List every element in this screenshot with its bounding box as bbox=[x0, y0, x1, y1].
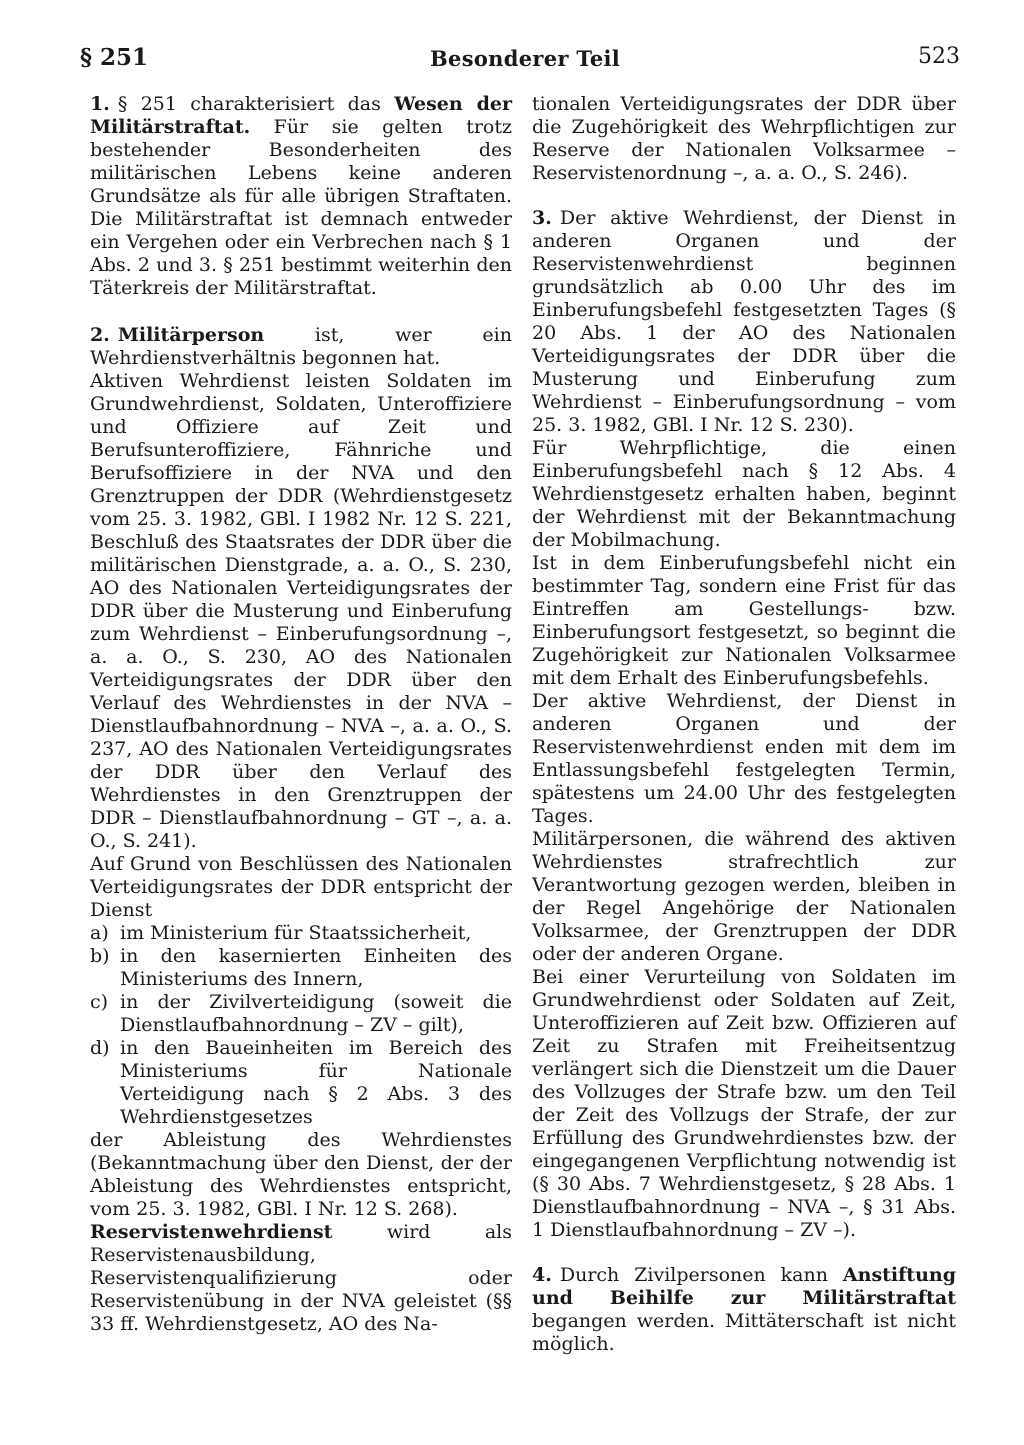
paragraph-text-block: Der aktive Wehrdienst, der Dienst in anderen Organen und der Reservistenwehrdienst enden mit dem im Entlassungsbefehl festgelegten Termin, spätestens um 24.00 Uhr des festgelegten Tages. bbox=[532, 690, 956, 827]
list-marker: c) bbox=[90, 991, 109, 1013]
paragraph-text-block: Auf Grund von Beschlüssen des Nationalen Verteidigungsrates der DDR entspricht der Dienst bbox=[90, 853, 512, 921]
page-header bbox=[80, 44, 960, 80]
paragraph-text-block: Für Wehrpflichtige, die einen Einberufungsbefehl nach § 12 Abs. 4 Wehrdienstgesetz erhalten haben, beginnt der Wehrdienst mit der Bekanntmachung der Mobilmachung. bbox=[532, 437, 956, 551]
paragraph-text: ist, wer ein Wehrdienstverhältnis begonnen hat. bbox=[90, 324, 512, 369]
paragraph-number: 4. bbox=[532, 1264, 552, 1286]
list-text: in der Zivilverteidigung (soweit die Dienstlaufbahnordnung – ZV – gilt), bbox=[120, 991, 512, 1036]
bold-term: Militärperson bbox=[117, 324, 265, 346]
paragraph-2 bbox=[90, 324, 512, 370]
paragraph-text: Durch Zivilpersonen kann bbox=[559, 1264, 843, 1286]
list-item bbox=[90, 922, 512, 945]
paragraph-reservist bbox=[90, 1221, 512, 1336]
paragraph-text-block: der Ableistung des Wehrdienstes (Bekanntmachung über den Dienst, der der Ableistung des Wehrdienstes entspricht, vom 25. 3. 1982, GBl. I Nr. 12 S. 268). bbox=[90, 1129, 512, 1220]
paragraph-text: Der aktive Wehrdienst, der Dienst in anderen Organen und der Reservistenwehrdienst beginnen grundsätzlich ab 0.00 Uhr des im Einberufungsbefehl festgesetzten Tages (§ 20 Abs. 1 der AO des Nationalen Verteidigungsrates der DDR über die Musterung und Einberufung zum Wehrdienst – Einberufungsordnung – vom 25. 3. 1982, GBl. I Nr. 12 S. 230). bbox=[532, 207, 956, 436]
paragraph-number: 3. bbox=[532, 207, 552, 229]
right-column bbox=[532, 93, 956, 1356]
list-text: in den kasernierten Einheiten des Ministeriums des Innern, bbox=[120, 945, 512, 990]
list-item bbox=[90, 945, 512, 991]
paragraph-text-block: tionalen Verteidigungsrates der DDR über die Zugehörigkeit des Wehrpflichtigen zur Reserve der Nationalen Volksarmee – Reservistenordnung –, a. a. O., S. 246). bbox=[532, 93, 956, 184]
list-marker: b) bbox=[90, 945, 110, 967]
paragraph-text-block: Aktiven Wehrdienst leisten Soldaten im Grundwehrdienst, Soldaten, Unteroffiziere und Offiziere auf Zeit und Berufsunteroffiziere, Fähnriche und Berufsoffiziere in der NVA und den Grenztruppen der DDR (Wehrdienstgesetz vom 25. 3. 1982, GBl. I 1982 Nr. 12 S. 221, Beschluß des Staatsrates der DDR über die militärischen Dienstgrade, a. a. O., S. 230, AO des Nationalen Verteidigungsrates der DDR über die Musterung und Einberufung zum Wehrdienst – Einberufungsordnung –, a. a. O., S. 230, AO des Nationalen Verteidigungsrates der DDR über den Verlauf des Wehrdienstes in der NVA – Dienstlaufbahnordnung – NVA –, a. a. O., S. 237, AO des Nationalen Verteidigungsrates der DDR über den Verlauf des Wehrdienstes in den Grenztruppen der DDR – Dienstlaufbahnordnung – GT –, a. a. O., S. 241). bbox=[90, 370, 512, 852]
paragraph-text-block: Ist in dem Einberufungsbefehl nicht ein bestimmter Tag, sondern eine Frist für das Eintreffen am Gestellungs- bzw. Einberufungsort festgesetzt, so beginnt die Zugehörigkeit zur Nationalen Volksarmee mit dem Erhalt des Einberufungsbefehls. bbox=[532, 552, 956, 689]
paragraph-number: 2. bbox=[90, 324, 110, 346]
paragraph-text: § 251 charakterisiert das bbox=[117, 93, 395, 115]
bold-term: Anstiftung und Beihilfe zur Militärstraftat bbox=[532, 1264, 956, 1309]
running-title: Besonderer Teil bbox=[430, 46, 621, 71]
paragraph-text: Für sie gelten trotz bestehender Besonderheiten des militärischen Lebens keine anderen Grundsätze als für alle übrigen Straftaten. Die Militärstraftat ist demnach entweder ein Vergehen oder ein Verbrechen nach § 1 Abs. 2 und 3. § 251 bestimmt weiterhin den Täterkreis der Militärstraftat. bbox=[90, 116, 512, 299]
left-column bbox=[90, 93, 512, 1336]
paragraph-text: wird als Reservistenausbildung, Reservistenqualifizierung oder Reservistenübung in der NVA geleistet (§§ 33 ff. Wehrdienstgesetz, AO des Na- bbox=[90, 1221, 512, 1335]
page-number: 523 bbox=[918, 44, 960, 69]
paragraph-1 bbox=[90, 93, 512, 300]
list-item bbox=[90, 1037, 512, 1129]
list-text: im Ministerium für Staatssicherheit, bbox=[120, 922, 472, 944]
list-item bbox=[90, 991, 512, 1037]
paragraph-text-block: Militärpersonen, die während des aktiven Wehrdienstes strafrechtlich zur Verantwortung gezogen werden, bleiben in der Regel Angehörige der Nationalen Volksarmee, der Grenztruppen der DDR oder der anderen Organe. bbox=[532, 828, 956, 965]
paragraph-text: begangen werden. Mittäterschaft ist nicht möglich. bbox=[532, 1310, 956, 1355]
paragraph-number: 1. bbox=[90, 93, 110, 115]
list-text: in den Baueinheiten im Bereich des Ministeriums für Nationale Verteidigung nach § 2 Abs. 3 des Wehrdienstgesetzes bbox=[120, 1037, 512, 1128]
paragraph-text-block: Bei einer Verurteilung von Soldaten im Grundwehrdienst oder Soldaten auf Zeit, Unteroffizieren auf Zeit bzw. Offizieren auf Zeit zu Strafen mit Freiheitsentzug verlängert sich die Dienstzeit um die Dauer des Vollzuges der Strafe bzw. um den Teil der Zeit des Vollzugs der Strafe, der zur Erfüllung des Grundwehrdienstes bzw. der eingegangenen Verpflichtung notwendig ist (§ 30 Abs. 7 Wehrdienstgesetz, § 28 Abs. 1 Dienstlaufbahnordnung – NVA –, § 31 Abs. 1 Dienstlaufbahnordnung – ZV –). bbox=[532, 966, 956, 1241]
bold-term: Wesen der Militärstraftat. bbox=[90, 93, 512, 138]
paragraph-3 bbox=[532, 207, 956, 437]
list-marker: d) bbox=[90, 1037, 110, 1059]
service-list bbox=[90, 922, 512, 1129]
section-label: § 251 bbox=[80, 44, 149, 71]
list-marker: a) bbox=[90, 922, 109, 944]
paragraph-4 bbox=[532, 1264, 956, 1356]
bold-term: Reservistenwehrdienst bbox=[90, 1221, 333, 1243]
